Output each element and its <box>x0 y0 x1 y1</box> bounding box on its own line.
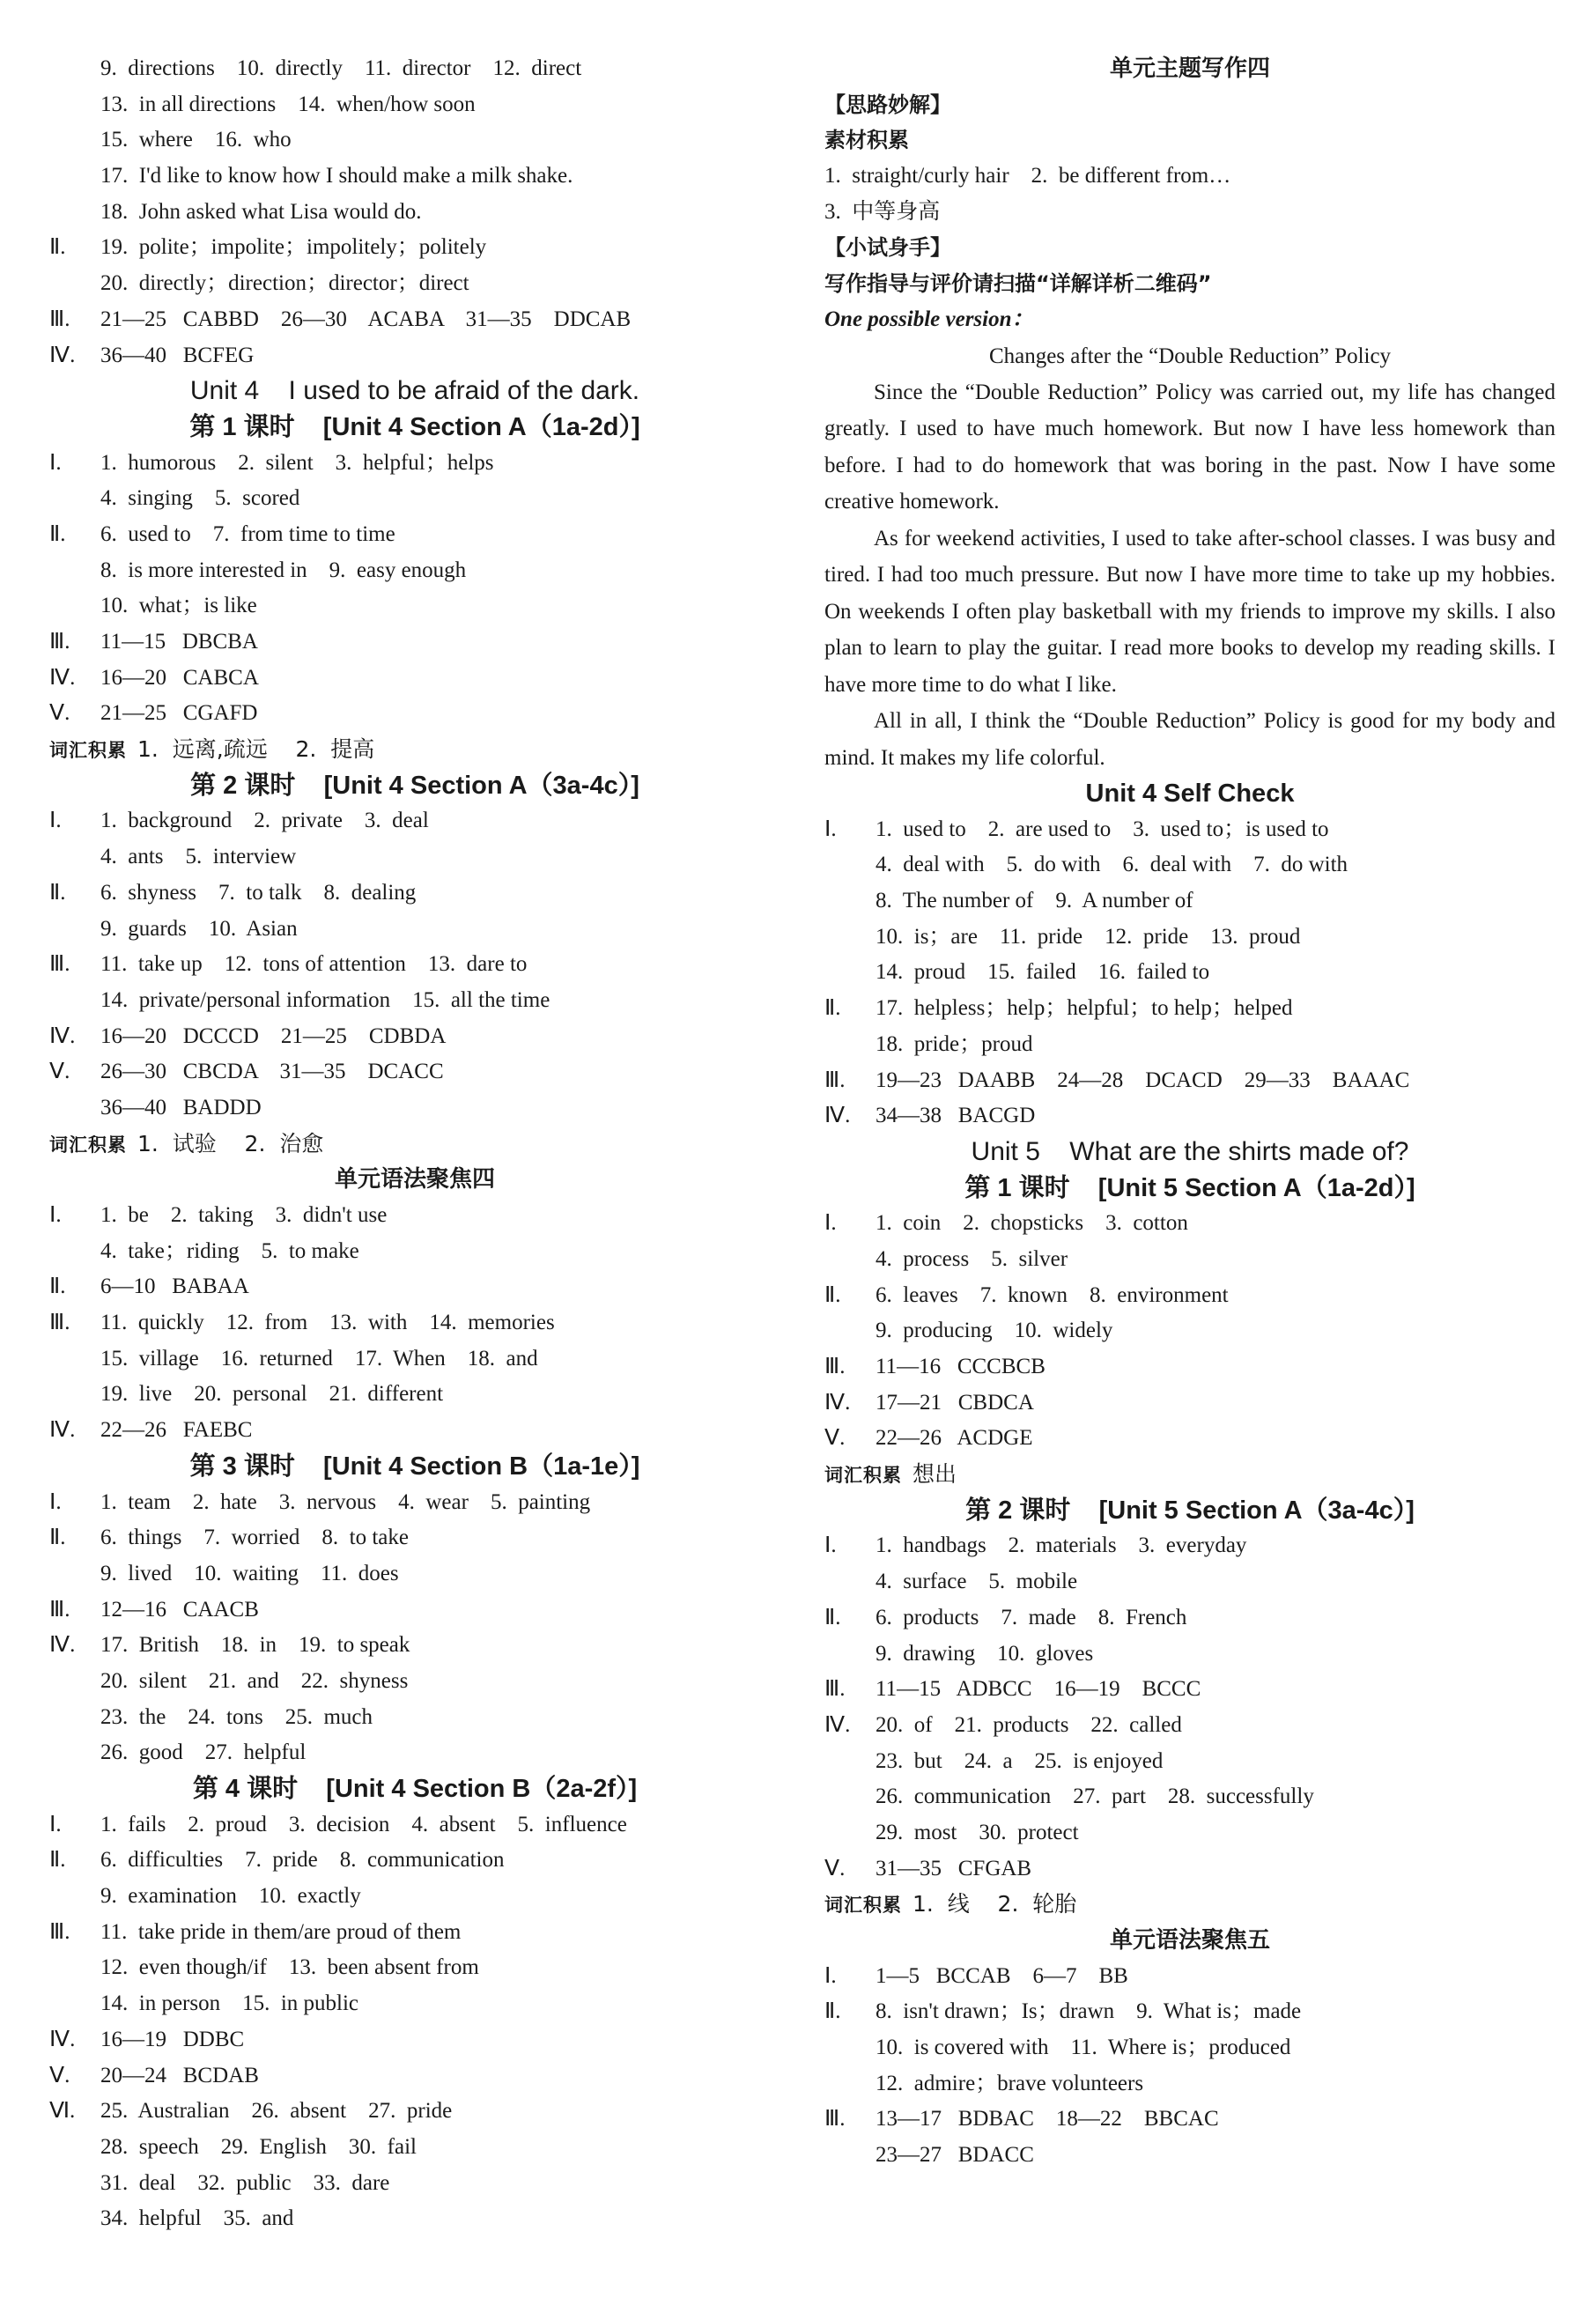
label-line: 写作指导与评价请扫描“详解详析二维码” <box>824 271 1212 297</box>
answer-text: 11. take pride in them/are proud of them <box>100 1919 462 1944</box>
answer-text: 17—21 CBDCA <box>876 1390 1034 1415</box>
answer-text: 31—35 CFGAB <box>876 1856 1032 1880</box>
roman-numeral: Ⅰ. <box>49 809 62 833</box>
section-heading: 单元语法聚焦五 <box>1109 1927 1270 1954</box>
answer-text: 6. difficulties 7. pride 8. communication <box>100 1848 505 1873</box>
answer-text: 21—25 CABBD 26—30 ACABA 31—35 DDCAB <box>100 307 632 331</box>
answer-text: 11—16 CCCBCB <box>876 1355 1046 1378</box>
answer-line: 4. process 5. silver <box>876 1246 1068 1271</box>
answer-line <box>824 1385 1555 1422</box>
answer-text: 11—15 DBCBA <box>100 630 258 654</box>
answer-line: 10. is covered with 11. Where is；produced <box>876 2036 1291 2060</box>
answer-line: 20. silent 21. and 22. shyness <box>100 1668 409 1693</box>
section-heading: 单元主题写作四 <box>1109 55 1270 82</box>
answer-line: 9. guards 10. Asian <box>100 916 298 941</box>
left-column <box>49 51 780 2237</box>
answer-text: 16—20 DCCCD 21—25 CDBDA <box>100 1023 447 1048</box>
answer-text: 6. products 7. made 8. French <box>876 1605 1187 1629</box>
answer-line <box>824 1349 1555 1385</box>
roman-numeral: Ⅱ. <box>824 1605 841 1629</box>
roman-numeral: Ⅳ. <box>49 1633 76 1658</box>
roman-numeral: Ⅲ. <box>49 307 70 331</box>
answer-text: 1. be 2. taking 3. didn't use <box>100 1203 388 1227</box>
version-label: One possible version： <box>824 307 1034 331</box>
answer-line: 18. John asked what Lisa would do. <box>100 199 422 224</box>
answer-line: 1. straight/curly hair 2. be different from… <box>824 164 1231 188</box>
answer-line: 28. speech 29. English 30. fail <box>100 2134 417 2159</box>
answer-text: 19. polite；impolite；impolitely；politely <box>100 235 487 260</box>
answer-text: 1—5 BCCAB 6—7 BB <box>876 1963 1128 1988</box>
answer-line: 23. the 24. tons 25. much <box>100 1704 373 1729</box>
roman-numeral: Ⅳ. <box>824 1712 851 1737</box>
answer-line <box>824 1421 1555 1457</box>
essay-title: Changes after the “Double Reduction” Policy <box>988 344 1392 368</box>
answer-text: 6—10 BABAA <box>100 1275 249 1299</box>
answer-line <box>824 2102 1555 2138</box>
lesson-heading: 第 1 课时 [Unit 4 Section A（1a-2d）] <box>189 412 640 441</box>
answer-line: 4. singing 5. scored <box>100 486 300 511</box>
answer-line: 14. proud 15. failed 16. failed to <box>876 960 1210 985</box>
answer-line: 20. directly；direction；director；direct <box>100 271 469 296</box>
answer-line <box>824 1994 1555 2030</box>
label-line: 素材积累 <box>824 128 909 153</box>
answer-line <box>49 624 780 661</box>
answer-text: 11—15 ADBCC 16—19 BCCC <box>876 1677 1201 1702</box>
answer-line: 8. is more interested in 9. easy enough <box>100 558 467 582</box>
answer-text: 13—17 BDBAC 18—22 BBCAC <box>876 2107 1219 2132</box>
lesson-heading: 第 2 课时 [Unit 5 Section A（3a-4c）] <box>965 1496 1415 1525</box>
answer-text: 17. helpless；help；helpful；to help；helped <box>876 996 1293 1021</box>
vocab-line <box>824 1887 1555 1923</box>
answer-line <box>824 812 1555 848</box>
roman-numeral: Ⅰ. <box>49 1812 62 1836</box>
vocab-label: 词汇积累 <box>49 1134 127 1156</box>
answer-line: 9. drawing 10. gloves <box>876 1641 1094 1666</box>
answer-line <box>49 1915 780 1951</box>
roman-numeral: Ⅱ. <box>824 996 841 1021</box>
answer-line <box>49 1592 780 1629</box>
answer-line <box>49 446 780 482</box>
answer-line: 12. even though/if 13. been absent from <box>100 1955 479 1980</box>
answer-line: 19. live 20. personal 21. different <box>100 1382 444 1407</box>
answer-text: 8. isn't drawn；Is；drawn 9. What is；made <box>876 1999 1302 2024</box>
answer-line: 9. lived 10. waiting 11. does <box>100 1561 399 1585</box>
answer-line <box>824 1600 1555 1637</box>
roman-numeral: Ⅰ. <box>49 1203 62 1227</box>
roman-numeral: Ⅲ. <box>824 1355 846 1378</box>
unit-heading: Unit 4 Self Check <box>1085 779 1295 808</box>
essay-paragraph: All in all, I think the “Double Reduction” Policy is good for my body and mind. It makes my life colorful. <box>824 709 1555 770</box>
answer-line: 26. good 27. helpful <box>100 1740 307 1765</box>
answer-line: 4. deal with 5. do with 6. deal with 7. do with <box>876 853 1348 877</box>
answer-line: 15. where 16. who <box>100 128 292 152</box>
vocab-text: 1. 试验 2. 治愈 <box>137 1130 324 1156</box>
writing-section <box>824 51 1555 338</box>
roman-numeral: Ⅰ. <box>49 1489 62 1514</box>
answer-line: 34. helpful 35. and <box>100 2206 294 2231</box>
answer-text: 1. fails 2. proud 3. decision 4. absent 5. influence <box>100 1812 627 1836</box>
answer-line <box>49 1198 780 1234</box>
vocab-line <box>824 1457 1555 1493</box>
answer-line <box>49 1054 780 1090</box>
answer-line <box>49 1520 780 1556</box>
label-line: 【思路妙解】 <box>824 92 951 117</box>
answer-line <box>49 1843 780 1879</box>
answer-line <box>824 1206 1555 1242</box>
answer-line <box>49 661 780 697</box>
right-column <box>824 51 1555 2174</box>
roman-numeral: Ⅰ. <box>824 816 837 841</box>
vocab-text: 1. 线 2. 轮胎 <box>913 1891 1077 1917</box>
answer-text: 6. things 7. worried 8. to take <box>100 1526 409 1550</box>
answer-text: 1. team 2. hate 3. nervous 4. wear 5. painting <box>100 1489 591 1514</box>
answer-line <box>824 1672 1555 1708</box>
answer-line: 23—27 BDACC <box>876 2143 1034 2168</box>
roman-numeral: Ⅴ. <box>49 2063 70 2087</box>
answer-line <box>49 876 780 912</box>
answer-line <box>824 1098 1555 1134</box>
roman-numeral: Ⅳ. <box>824 1390 851 1415</box>
answer-line <box>49 517 780 553</box>
answer-text: 1. coin 2. chopsticks 3. cotton <box>876 1211 1188 1236</box>
answer-line <box>824 991 1555 1027</box>
answer-text: 6. leaves 7. known 8. environment <box>876 1282 1229 1307</box>
roman-numeral: Ⅱ. <box>49 521 66 546</box>
answer-text: 25. Australian 26. absent 27. pride <box>100 2099 453 2124</box>
vocab-label: 词汇积累 <box>824 1465 902 1487</box>
roman-numeral: Ⅲ. <box>49 1919 70 1944</box>
roman-numeral: Ⅳ. <box>49 2027 76 2051</box>
answer-line: 31. deal 32. public 33. dare <box>100 2170 390 2195</box>
roman-numeral: Ⅱ. <box>49 1275 66 1299</box>
answer-line <box>49 2058 780 2095</box>
answer-line: 4. take；riding 5. to make <box>100 1238 359 1263</box>
answer-line: 13. in all directions 14. when/how soon <box>100 92 476 116</box>
answer-text: 22—26 ACDGE <box>876 1426 1033 1451</box>
answer-line <box>49 1807 780 1843</box>
answer-text: 16—19 DDBC <box>100 2027 245 2051</box>
lesson-heading: 第 1 课时 [Unit 5 Section A（1a-2d）] <box>964 1173 1415 1202</box>
roman-numeral: Ⅱ. <box>824 1999 841 2024</box>
roman-numeral: Ⅲ. <box>824 2107 846 2132</box>
roman-numeral: Ⅳ. <box>49 665 76 690</box>
roman-numeral: Ⅱ. <box>49 1526 66 1550</box>
answer-line <box>824 1851 1555 1888</box>
unit-heading: Unit 4 I used to be afraid of the dark. <box>189 376 640 406</box>
answer-line <box>49 230 780 266</box>
answer-line: 14. in person 15. in public <box>100 1991 359 2016</box>
answer-line: 12. admire；brave volunteers <box>876 2071 1144 2095</box>
answer-line <box>49 696 780 732</box>
roman-numeral: Ⅲ. <box>49 1597 70 1622</box>
answer-text: 17. British 18. in 19. to speak <box>100 1633 410 1658</box>
answer-line: 10. what；is like <box>100 594 257 618</box>
roman-numeral: Ⅱ. <box>49 880 66 905</box>
answer-line: 14. private/personal information 15. all the time <box>100 987 550 1012</box>
answer-line <box>49 1019 780 1055</box>
roman-numeral: Ⅲ. <box>824 1677 846 1702</box>
answer-line: 26. communication 27. part 28. successfully <box>876 1784 1314 1809</box>
essay-paragraph: Since the “Double Reduction” Policy was carried out, my life has changed greatly. I used to have much homework. But now I have less homework than before. I had to do homework that was boring in the past. Now I have some creative homework. <box>824 380 1555 514</box>
answer-line: 4. ants 5. interview <box>100 845 297 869</box>
answer-line: 17. I'd like to know how I should make a milk shake. <box>100 164 573 188</box>
answer-text: 16—20 CABCA <box>100 665 259 690</box>
answer-text: 12—16 CAACB <box>100 1597 259 1622</box>
roman-numeral: Ⅰ. <box>824 1533 837 1558</box>
answer-text: 1. used to 2. are used to 3. used to；is used to <box>876 816 1329 841</box>
answer-line <box>49 803 780 839</box>
roman-numeral: Ⅰ. <box>824 1211 837 1236</box>
roman-numeral: Ⅵ. <box>49 2099 76 2124</box>
vocab-text: 1. 远离,疏远 2. 提高 <box>137 736 375 763</box>
roman-numeral: Ⅴ. <box>49 701 70 726</box>
answer-text: 19—23 DAABB 24—28 DCACD 29—33 BAAAC <box>876 1068 1410 1092</box>
answer-line: 15. village 16. returned 17. When 18. and <box>100 1346 538 1371</box>
answer-line <box>49 947 780 983</box>
answer-line <box>49 1305 780 1341</box>
roman-numeral: Ⅲ. <box>824 1068 846 1092</box>
answer-text: 26—30 CBCDA 31—35 DCACC <box>100 1060 444 1084</box>
roman-numeral: Ⅴ. <box>824 1856 846 1880</box>
answer-text: 20—24 BCDAB <box>100 2063 259 2087</box>
lesson-heading: 第 2 课时 [Unit 4 Section A（3a-4c）] <box>190 771 639 800</box>
label-line: 【小试身手】 <box>824 235 951 261</box>
roman-numeral: Ⅴ. <box>824 1426 846 1451</box>
answer-text: 21—25 CGAFD <box>100 701 258 726</box>
answer-text: 6. used to 7. from time to time <box>100 521 395 546</box>
answer-line <box>824 1278 1555 1314</box>
vocab-text: 想出 <box>913 1461 957 1488</box>
self-check-section <box>824 776 1555 2174</box>
roman-numeral: Ⅳ. <box>824 1104 851 1128</box>
essay-body <box>824 374 1555 777</box>
answer-line <box>49 2094 780 2130</box>
roman-numeral: Ⅱ. <box>49 1848 66 1873</box>
answer-line <box>49 1413 780 1449</box>
roman-numeral: Ⅰ. <box>824 1963 837 1988</box>
answer-line: 23. but 24. a 25. is enjoyed <box>876 1748 1164 1773</box>
unit-heading: Unit 5 What are the shirts made of? <box>971 1136 1409 1166</box>
answer-line <box>49 338 780 374</box>
answer-text: 6. shyness 7. to talk 8. dealing <box>100 880 417 905</box>
answer-text: 34—38 BACGD <box>876 1104 1036 1128</box>
answer-line: 3. 中等身高 <box>824 199 941 224</box>
answer-line <box>824 1959 1555 1995</box>
answer-text: 11. take up 12. tons of attention 13. dare to <box>100 952 528 977</box>
answer-line <box>49 2022 780 2058</box>
essay-paragraph: As for weekend activities, I used to take after-school classes. I was busy and tired. I had too much pressure. But now I have more time to take up my hobbies. On weekends I often play basketball with my friends to improve my skills. I also plan to learn to play the guitar. I read more books to develop my reading skills. I have more time to do what I like. <box>824 526 1555 697</box>
vocab-label: 词汇积累 <box>49 740 127 762</box>
answer-text: 1. humorous 2. silent 3. helpful；helps <box>100 450 494 475</box>
answer-line <box>49 1269 780 1305</box>
answer-line: 9. directions 10. directly 11. director 12. direct <box>100 56 582 80</box>
roman-numeral: Ⅱ. <box>49 235 66 260</box>
answer-text: 22—26 FAEBC <box>100 1418 253 1443</box>
answer-text: 36—40 BCFEG <box>100 343 255 367</box>
roman-numeral: Ⅱ. <box>824 1282 841 1307</box>
answer-line: 9. examination 10. exactly <box>100 1884 361 1909</box>
roman-numeral: Ⅳ. <box>49 343 76 367</box>
answer-text: 11. quickly 12. from 13. with 14. memories <box>100 1311 555 1335</box>
answer-line <box>49 1485 780 1521</box>
roman-numeral: Ⅰ. <box>49 450 62 475</box>
answer-text: 1. background 2. private 3. deal <box>100 809 429 833</box>
answer-line: 36—40 BADDD <box>100 1095 262 1119</box>
answer-line <box>49 302 780 338</box>
answer-line: 8. The number of 9. A number of <box>876 889 1193 913</box>
roman-numeral: Ⅲ. <box>49 952 70 977</box>
roman-numeral: Ⅴ. <box>49 1060 70 1084</box>
roman-numeral: Ⅲ. <box>49 1311 70 1335</box>
roman-numeral: Ⅳ. <box>49 1023 76 1048</box>
roman-numeral: Ⅲ. <box>49 630 70 654</box>
answer-line: 4. surface 5. mobile <box>876 1570 1078 1594</box>
vocab-line <box>49 1127 780 1163</box>
answer-line: 18. pride；proud <box>876 1031 1033 1056</box>
vocab-label: 词汇积累 <box>824 1895 902 1917</box>
section-heading: 单元语法聚焦四 <box>334 1166 495 1193</box>
answer-line: 29. most 30. protect <box>876 1820 1079 1844</box>
answer-line <box>824 1528 1555 1564</box>
answer-text: 1. handbags 2. materials 3. everyday <box>876 1533 1247 1558</box>
lesson-heading: 第 3 课时 [Unit 4 Section B（1a-1e）] <box>189 1452 640 1481</box>
answer-text: 20. of 21. products 22. called <box>876 1712 1182 1737</box>
answer-line <box>824 1063 1555 1099</box>
vocab-line <box>49 732 780 768</box>
answer-line <box>49 1628 780 1664</box>
answer-line <box>824 1708 1555 1744</box>
answer-line: 10. is；are 11. pride 12. pride 13. proud <box>876 924 1301 949</box>
lesson-heading: 第 4 课时 [Unit 4 Section B（2a-2f）] <box>192 1775 638 1803</box>
roman-numeral: Ⅳ. <box>49 1418 76 1443</box>
answer-line: 9. producing 10. widely <box>876 1319 1113 1343</box>
